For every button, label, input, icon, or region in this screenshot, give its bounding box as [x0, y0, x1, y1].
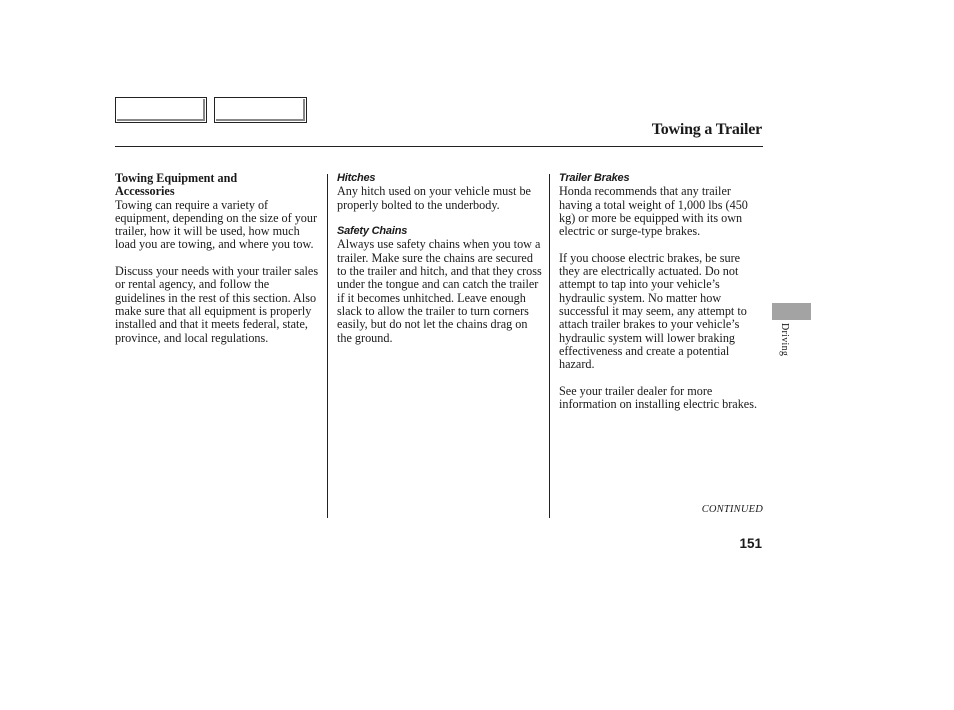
- page-number: 151: [739, 536, 762, 551]
- paragraph: Always use safety chains when you tow a trailer. Make sure the chains are secured to the trailer and hitch, and that they cross under the tongue and can catch the trailer if it becomes unhitched. Leave enough slack to allow the trailer to turn corners easily, but do not let the chains drag on the ground.: [337, 237, 542, 345]
- heading-line: Towing Equipment and: [115, 171, 238, 185]
- column-towing-equipment: [115, 172, 321, 345]
- paragraph: If you choose electric brakes, be sure they are electrically actuated. Do not attempt to tap into your vehicle’s hydraulic system. No matter how successful it may seem, any attempt to attach trailer brakes to your vehicle’s hydraulic system will lower braking effectiveness and create a potential hazard.: [559, 250, 747, 372]
- column-divider: [549, 174, 550, 518]
- paragraph: See your trailer dealer for more information on installing electric brakes.: [559, 383, 757, 412]
- section-heading-hitches: Hitches: [337, 172, 376, 184]
- nav-button-main-menu[interactable]: [115, 97, 207, 123]
- section-heading-towing-equipment: [115, 172, 321, 199]
- paragraph: Any hitch used on your vehicle must be properly bolted to the underbody.: [337, 184, 531, 212]
- title-rule: [115, 146, 763, 147]
- section-tab-label: Driving: [779, 323, 790, 357]
- paragraph: Towing can require a variety of equipment, depending on the size of your trailer, how it will be used, how much load you are towing, and where you tow.: [115, 197, 318, 252]
- column-trailer-brakes: [559, 172, 762, 411]
- paragraph: Discuss your needs with your trailer sales or rental agency, and follow the guidelines in the rest of this section. Also make sure that all equipment is properly installed and that it meets federal, state, province, and local regulations.: [115, 264, 319, 345]
- section-tab-driving[interactable]: [772, 303, 811, 320]
- continued-label: CONTINUED: [701, 504, 763, 515]
- heading-line: Accessories: [115, 184, 175, 199]
- paragraph: Honda recommends that any trailer having a total weight of 1,000 lbs (450 kg) or more be equipped with its own electric or surge-type brakes.: [559, 184, 748, 239]
- column-divider: [327, 174, 328, 518]
- page-title: Towing a Trailer: [651, 121, 762, 138]
- section-heading-trailer-brakes: Trailer Brakes: [559, 172, 630, 184]
- nav-button-index[interactable]: [214, 97, 307, 123]
- column-hitches: [337, 172, 543, 345]
- section-heading-safety-chains: Safety Chains: [337, 225, 408, 238]
